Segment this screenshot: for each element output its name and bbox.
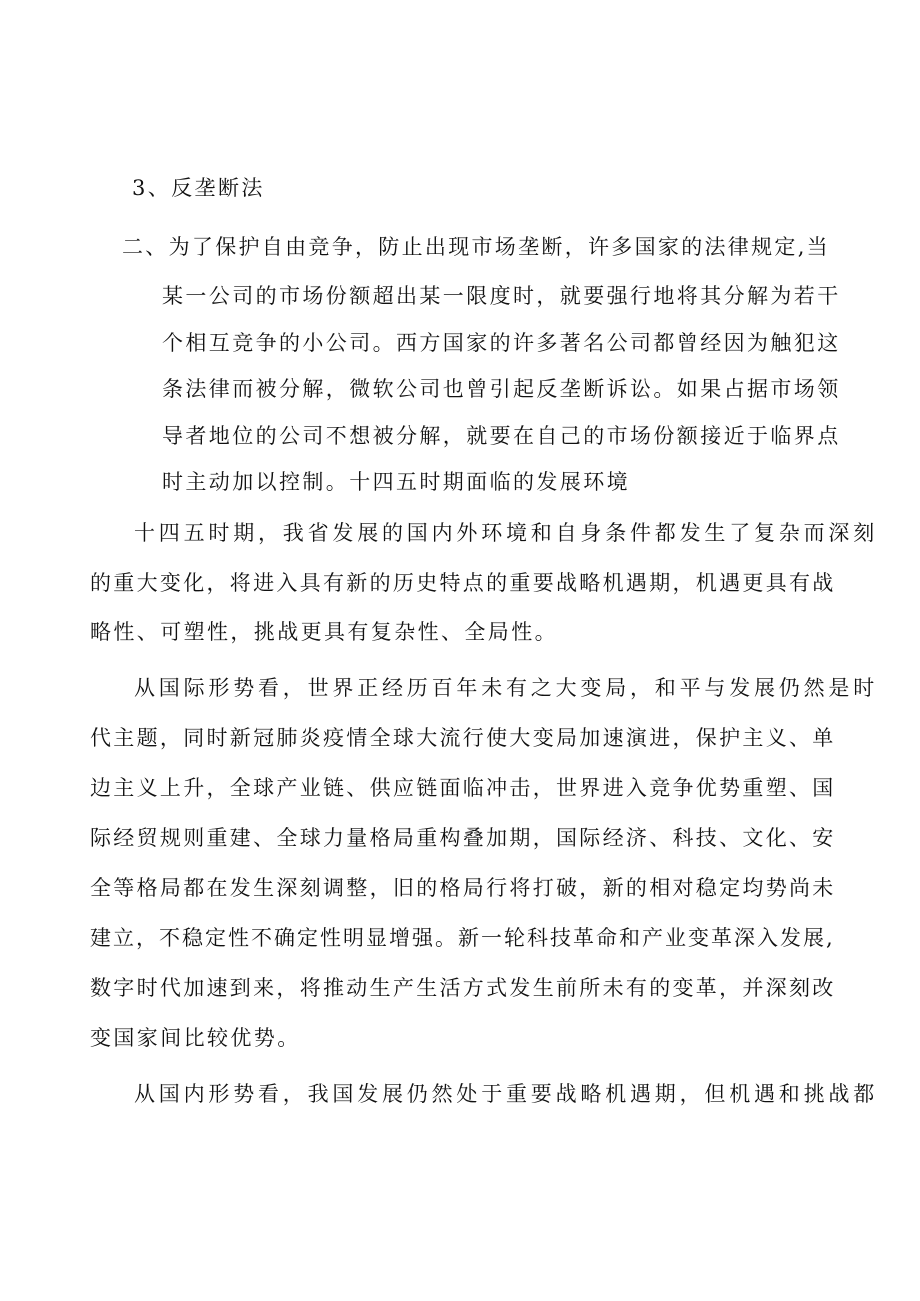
paragraph-line: 边主义上升，全球产业链、供应链面临冲击，世界进入竞争优势重塑、国 bbox=[90, 776, 836, 800]
paragraph-line: 略性、可塑性，挑战更具有复杂性、全局性。 bbox=[90, 620, 558, 644]
paragraph-line: 的重大变化，将进入具有新的历史特点的重要战略机遇期，机遇更具有战 bbox=[90, 571, 836, 595]
paragraph-line: 数字时代加速到来，将推动生产生活方式发生前所未有的变革，并深刻改 bbox=[90, 976, 836, 1000]
item-two-line: 二、为了保护自由竞争，防止出现市场垄断，许多国家的法律规定,当 bbox=[122, 235, 830, 259]
paragraph-line: 代主题，同时新冠肺炎疫情全球大流行使大变局加速演进，保护主义、单 bbox=[90, 726, 836, 750]
paragraph-line: 际经贸规则重建、全球力量格局重构叠加期，国际经济、科技、文化、安 bbox=[90, 826, 836, 850]
paragraph-line: 从国内形势看，我国发展仍然处于重要战略机遇期，但机遇和挑战都 bbox=[134, 1082, 878, 1106]
paragraph-line: 变国家间比较优势。 bbox=[90, 1026, 301, 1050]
paragraph-line: 从国际形势看，世界正经历百年未有之大变局，和平与发展仍然是时 bbox=[134, 676, 878, 700]
paragraph-line: 全等格局都在发生深刻调整，旧的格局行将打破，新的相对稳定均势尚未 bbox=[90, 876, 836, 900]
paragraph-line: 建立，不稳定性不确定性明显增强。新一轮科技革命和产业变革深入发展, bbox=[90, 926, 835, 950]
item-two-line: 条法律而被分解，微软公司也曾引起反垄断诉讼。如果占据市场领 bbox=[162, 377, 841, 401]
item-two-line: 某一公司的市场份额超出某一限度时，就要强行地将其分解为若干 bbox=[162, 284, 841, 308]
item-two-line: 时主动加以控制。十四五时期面临的发展环境 bbox=[162, 470, 630, 494]
paragraph-line: 十四五时期，我省发展的国内外环境和自身条件都发生了复杂而深刻 bbox=[134, 521, 878, 545]
section-heading: 3、反垄断法 bbox=[132, 176, 265, 200]
item-two-line: 个相互竞争的小公司。西方国家的许多著名公司都曾经因为触犯这 bbox=[162, 331, 841, 355]
item-two-line: 导者地位的公司不想被分解，就要在自己的市场份额接近于临界点 bbox=[162, 424, 841, 448]
